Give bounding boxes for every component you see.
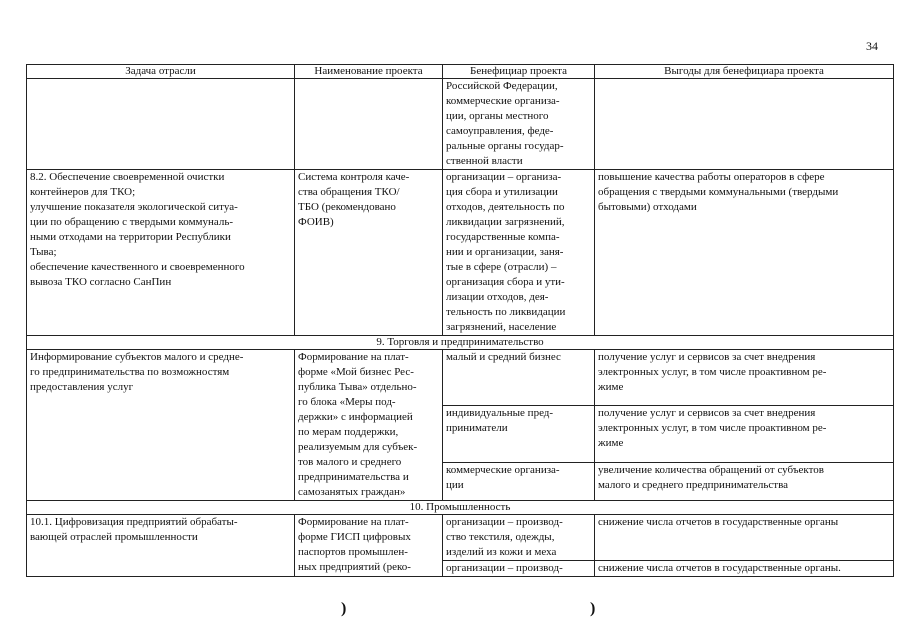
- project-cell: Формирование на плат- форме ГИСП цифровых паспортов промышлен- ных предприятий (реко-: [295, 515, 443, 577]
- task-cell: [27, 79, 295, 170]
- page-number: 34: [866, 39, 878, 53]
- task-cell: 8.2. Обеспечение своевременной очистки контейнеров для ТКО; улучшение показателя экологической ситуа- ции по обращению с твердыми коммуналь- ными отходами на территории Республики Тыва; обеспечение качественного и своевременного вывоза ТКО согласно СанПин: [27, 170, 295, 336]
- beneficiary-cell: Российской Федерации, коммерческие организа- ции, органы местного самоуправления, феде- ральные органы государ- ственной власти: [443, 79, 595, 170]
- project-cell: [295, 79, 443, 170]
- benefits-cell: увеличение количества обращений от субъектов малого и среднего предпринимательства: [595, 462, 894, 500]
- beneficiary-cell: индивидуальные пред- приниматели: [443, 406, 595, 462]
- project-table: [26, 64, 894, 577]
- beneficiary-cell: организации – производ-: [443, 561, 595, 577]
- benefits-cell: [595, 79, 894, 170]
- header-benefits: Выгоды для бенефициара проекта: [595, 65, 894, 79]
- benefits-cell: получение услуг и сервисов за счет внедрения электронных услуг, в том числе проактивном ре- жиме: [595, 406, 894, 462]
- beneficiary-cell: организации – организа- ция сбора и утилизации отходов, деятельность по ликвидации загрязнений, государственные компа- нии и организации, заня- тые в сфере (отрасли) – организация сбора и ути- лизации отходов, дея- тельность по ликвидации загрязнений, население: [443, 170, 595, 336]
- section-row: [27, 336, 894, 350]
- table-row: [27, 170, 894, 336]
- table-row: [27, 79, 894, 170]
- task-cell: 10.1. Цифровизация предприятий обрабаты- вающей отраслей промышленности: [27, 515, 295, 577]
- footer-mark: ): [590, 600, 596, 617]
- section-heading: 9. Торговля и предпринимательство: [27, 336, 894, 350]
- benefits-cell: снижение числа отчетов в государственные органы: [595, 515, 894, 561]
- benefits-cell: повышение качества работы операторов в сфере обращения с твердыми коммунальными (твердыми бытовыми) отходами: [595, 170, 894, 336]
- header-task: Задача отрасли: [27, 65, 295, 79]
- benefits-cell: получение услуг и сервисов за счет внедрения электронных услуг, в том числе проактивном ре- жиме: [595, 350, 894, 406]
- footer-mark: ): [341, 600, 347, 617]
- section-heading: 10. Промышленность: [27, 501, 894, 515]
- header-beneficiary: Бенефициар проекта: [443, 65, 595, 79]
- beneficiary-cell: малый и средний бизнес: [443, 350, 595, 406]
- beneficiary-cell: коммерческие организа- ции: [443, 462, 595, 500]
- task-cell: Информирование субъектов малого и средне- го предпринимательства по возможностям предоставления услуг: [27, 350, 295, 501]
- project-cell: Формирование на плат- форме «Мой бизнес Рес- публика Тыва» отдельно- го блока «Меры под- держки» с информацией по мерам поддержки, реализуемым для субъек- тов малого и среднего предпринимательства и самозанятых граждан»: [295, 350, 443, 501]
- table-header-row: [27, 65, 894, 79]
- project-cell: Система контроля каче- ства обращения ТКО/ ТБО (рекомендовано ФОИВ): [295, 170, 443, 336]
- section-row: [27, 501, 894, 515]
- beneficiary-cell: организации – производ- ство текстиля, одежды, изделий из кожи и меха: [443, 515, 595, 561]
- table-row: [27, 515, 894, 561]
- header-project: Наименование проекта: [295, 65, 443, 79]
- table-row: [27, 350, 894, 406]
- benefits-cell: снижение числа отчетов в государственные органы.: [595, 561, 894, 577]
